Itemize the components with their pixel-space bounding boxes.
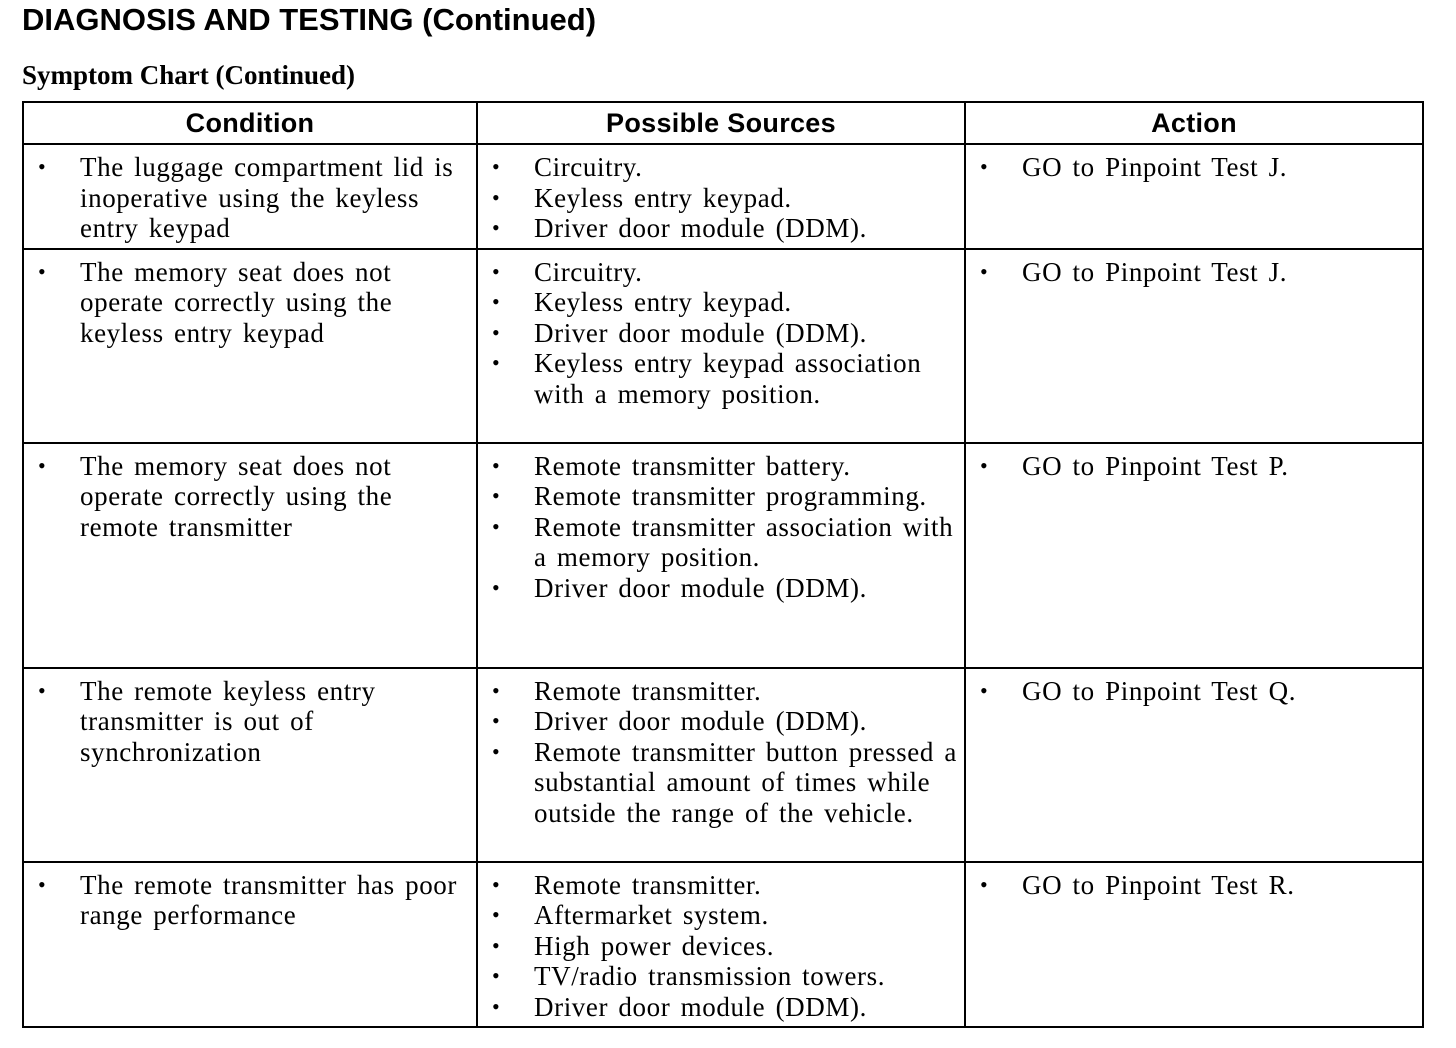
condition-text: • The luggage compartment lid is inoperative using the keyless entry keypad: [34, 152, 470, 244]
table-row: [23, 443, 1423, 668]
sources-cell: [477, 443, 965, 668]
source-item: • Keyless entry keypad.: [488, 183, 958, 214]
source-item: • Driver door module (DDM).: [488, 213, 958, 244]
action-cell: [965, 862, 1423, 1028]
source-item: • Driver door module (DDM).: [488, 992, 958, 1023]
condition-cell: [23, 668, 477, 862]
condition-text: • The memory seat does not operate correctly using the remote transmitter: [34, 451, 470, 543]
source-item: • Driver door module (DDM).: [488, 706, 958, 737]
source-item: • Remote transmitter button pressed a substantial amount of times while outside the range of the vehicle.: [488, 737, 958, 829]
action-text: • GO to Pinpoint Test P.: [976, 451, 1416, 482]
possible-sources-header: Possible Sources: [477, 102, 965, 144]
source-item: • Circuitry.: [488, 152, 958, 183]
action-header: Action: [965, 102, 1423, 144]
condition-header: Condition: [23, 102, 477, 144]
source-item: • Circuitry.: [488, 257, 958, 288]
condition-cell: [23, 144, 477, 249]
table-row: [23, 249, 1423, 443]
source-item: • High power devices.: [488, 931, 958, 962]
chart-title: Symptom Chart (Continued): [22, 60, 356, 90]
source-item: • Remote transmitter battery.: [488, 451, 958, 482]
source-item: • Remote transmitter programming.: [488, 481, 958, 512]
table-header-row: [23, 102, 1423, 144]
source-item: • Keyless entry keypad association with a memory position.: [488, 348, 958, 409]
table-row: [23, 144, 1423, 249]
condition-cell: [23, 443, 477, 668]
symptom-chart-table: [22, 101, 1424, 1028]
source-item: • Driver door module (DDM).: [488, 318, 958, 349]
action-cell: [965, 144, 1423, 249]
action-text: • GO to Pinpoint Test R.: [976, 870, 1416, 901]
source-item: • Keyless entry keypad.: [488, 287, 958, 318]
condition-text: • The remote transmitter has poor range performance: [34, 870, 470, 931]
condition-cell: [23, 249, 477, 443]
condition-text: • The memory seat does not operate correctly using the keyless entry keypad: [34, 257, 470, 349]
source-item: • Driver door module (DDM).: [488, 573, 958, 604]
action-text: • GO to Pinpoint Test Q.: [976, 676, 1416, 707]
action-text: • GO to Pinpoint Test J.: [976, 257, 1416, 288]
table-row: [23, 862, 1423, 1028]
page-heading: DIAGNOSIS AND TESTING (Continued): [22, 2, 597, 37]
source-item: • Remote transmitter.: [488, 870, 958, 901]
action-cell: [965, 249, 1423, 443]
source-item: • Remote transmitter.: [488, 676, 958, 707]
sources-cell: [477, 862, 965, 1028]
condition-cell: [23, 862, 477, 1028]
table-row: [23, 668, 1423, 862]
source-item: • Remote transmitter association with a memory position.: [488, 512, 958, 573]
condition-text: • The remote keyless entry transmitter is out of synchronization: [34, 676, 470, 768]
sources-cell: [477, 144, 965, 249]
sources-cell: [477, 249, 965, 443]
source-item: • Aftermarket system.: [488, 900, 958, 931]
source-item: • TV/radio transmission towers.: [488, 961, 958, 992]
sources-cell: [477, 668, 965, 862]
action-text: • GO to Pinpoint Test J.: [976, 152, 1416, 183]
action-cell: [965, 443, 1423, 668]
action-cell: [965, 668, 1423, 862]
